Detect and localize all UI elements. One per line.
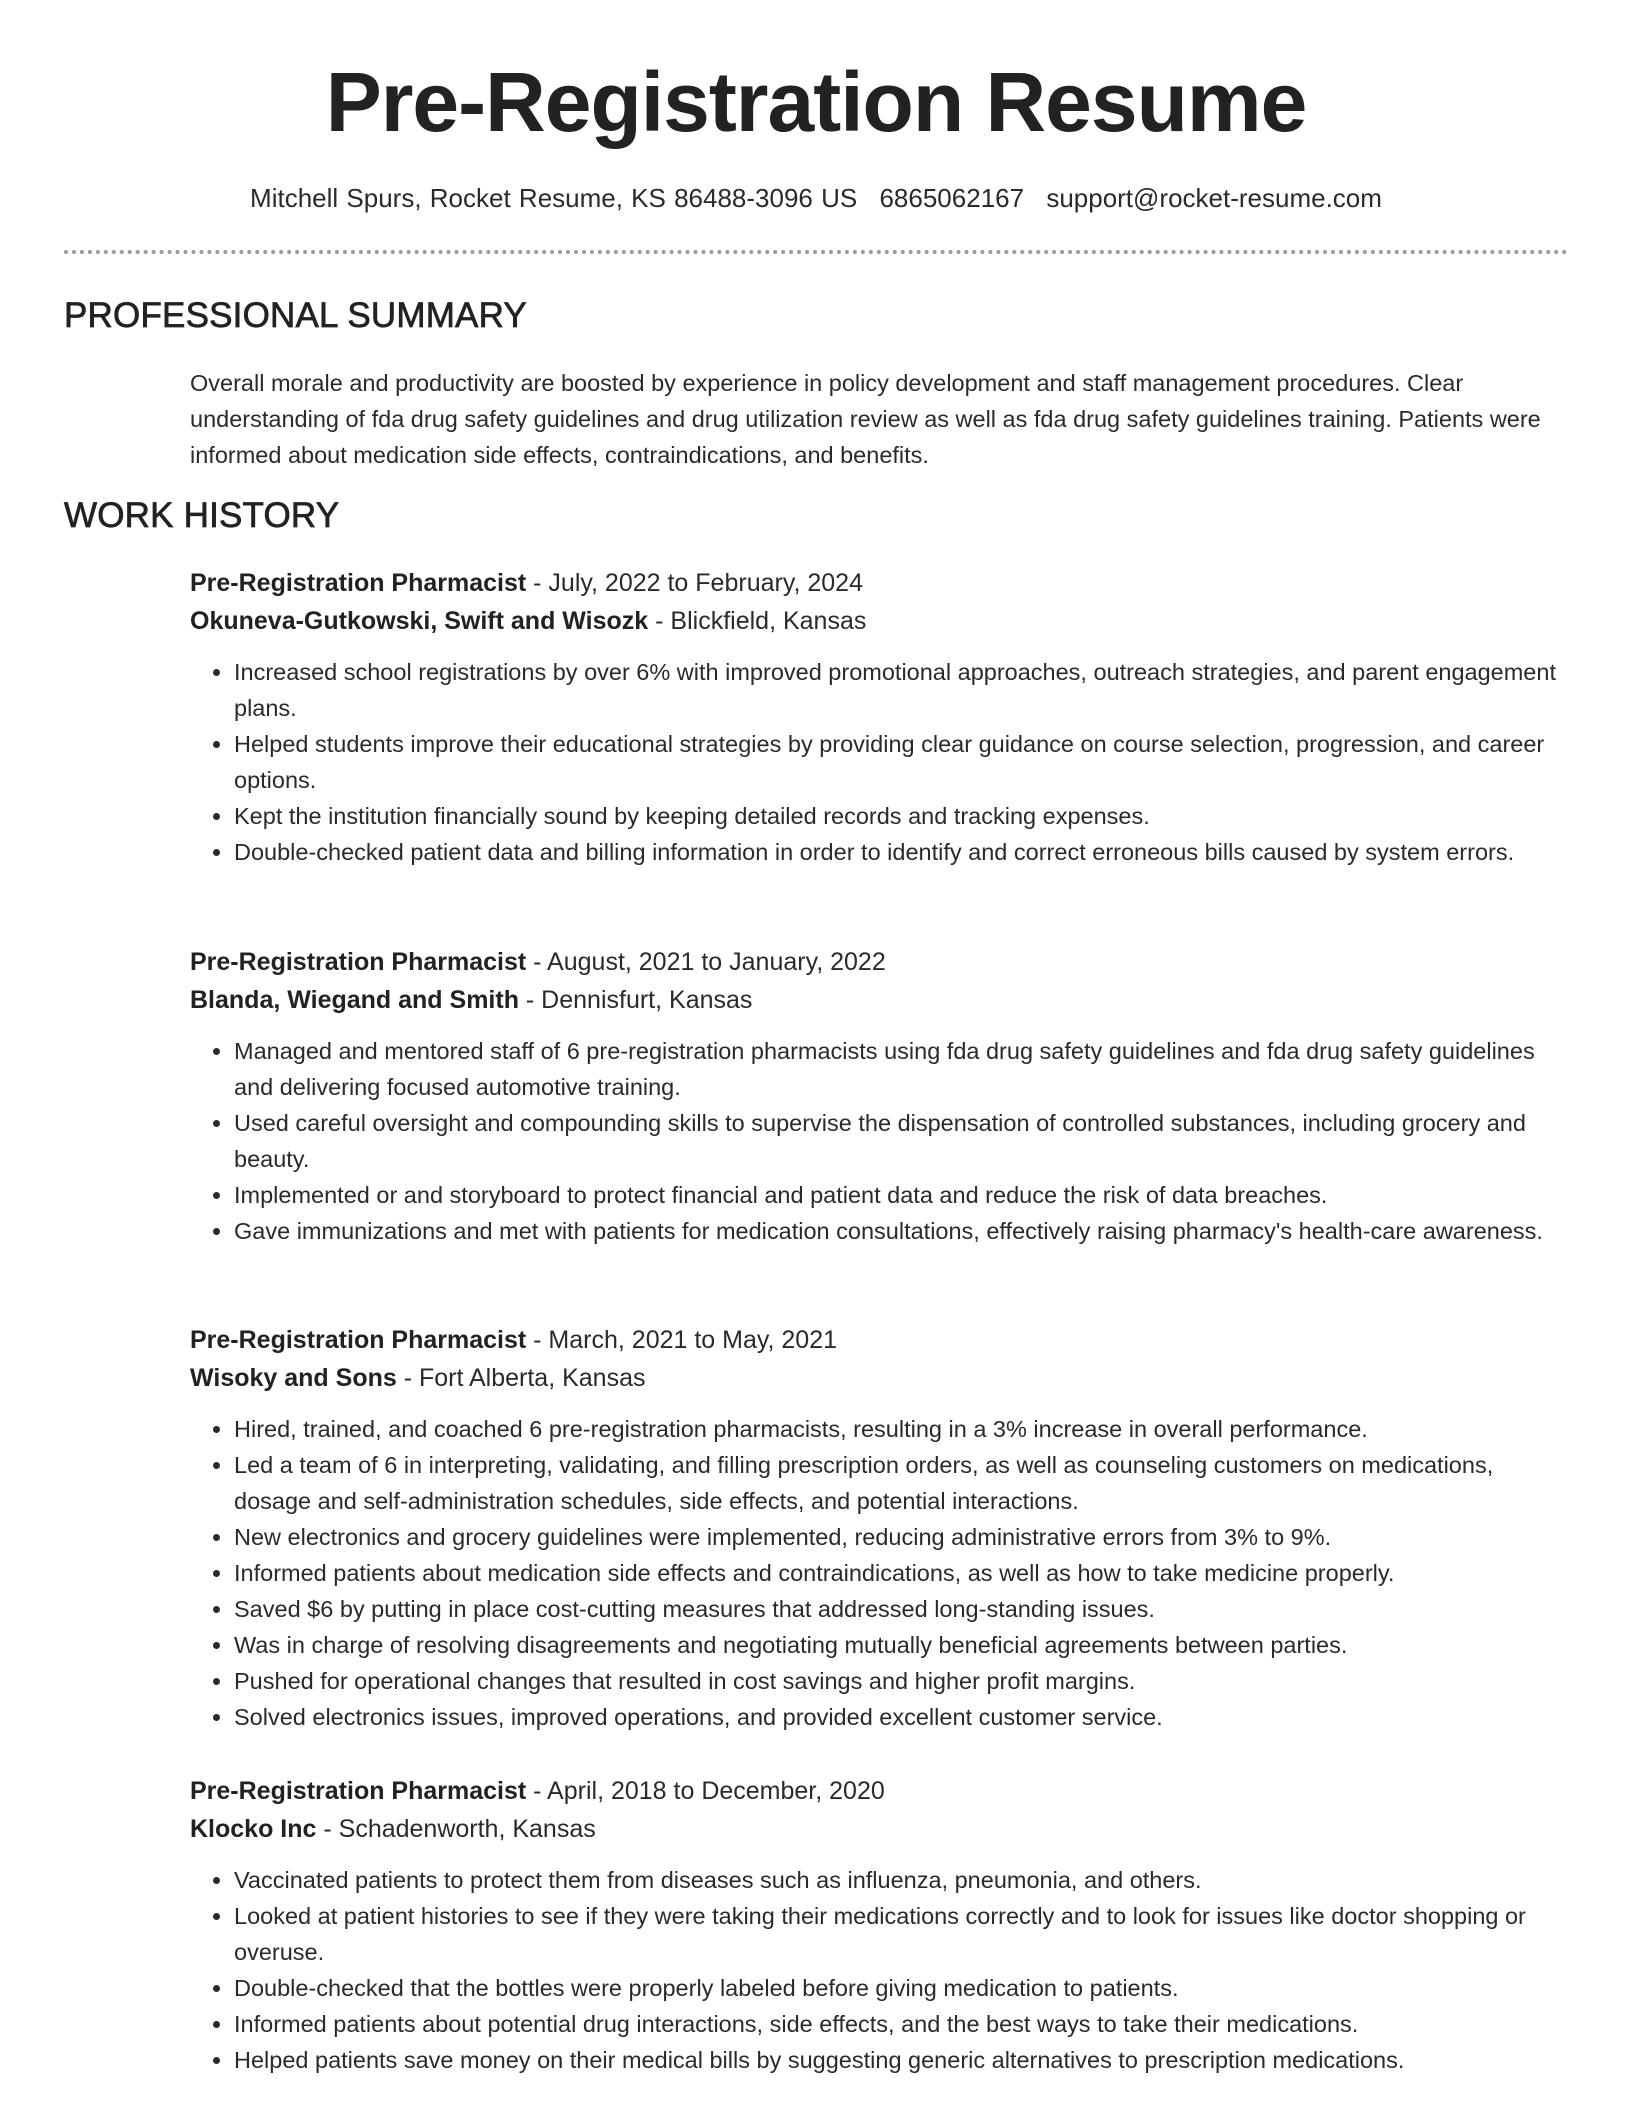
job-bullet: • Gave immunizations and met with patients for medication consultations, effectively raising pharmacy's health-care awareness. [234,1213,1570,1249]
header-divider [64,250,1568,254]
job-bullet: • Implemented or and storyboard to protect financial and patient data and reduce the risk of data breaches. [234,1177,1570,1213]
contact-phone: 6865062167 [879,183,1025,213]
job-company: Blanda, Wiegand and Smith [190,986,519,1014]
work-history-heading: WORK HISTORY [64,496,340,535]
job-bullet: • Helped students improve their educational strategies by providing clear guidance on course selection, progression, and career options. [234,726,1570,798]
job-title: Pre-Registration Pharmacist [190,1777,527,1805]
job-bullets [190,654,1570,870]
job-company-line [190,1810,1570,1848]
job-bullet: • Increased school registrations by over 6% with improved promotional approaches, outreach strategies, and parent engagement plans. [234,654,1570,726]
job-company-line [190,602,1570,640]
job-bullet: • Double-checked that the bottles were properly labeled before giving medication to patients. [234,1970,1570,2006]
job-bullets [190,1033,1570,1249]
job-company: Klocko Inc [190,1815,317,1843]
contact-line [0,181,1632,215]
summary-heading: PROFESSIONAL SUMMARY [64,296,527,335]
job-entry [190,1772,1570,2078]
job-bullet: • New electronics and grocery guidelines were implemented, reducing administrative errors from 3% to 9%. [234,1519,1570,1555]
job-title-line [190,1321,1570,1359]
job-location: - Dennisfurt, Kansas [518,986,753,1014]
job-bullets [190,1862,1570,2078]
summary-text: Overall morale and productivity are boosted by experience in policy development and staff management procedures. Clear understanding of fda drug safety guidelines and drug utilization review as well as fda drug safety guidelines training. Patients were informed about medication side effects, contraindications, and benefits. [190,370,1541,468]
contact-address: Mitchell Spurs, Rocket Resume, KS 86488-3096 US [250,183,858,213]
job-entry [190,564,1570,870]
job-dates: - August, 2021 to January, 2022 [526,948,886,976]
job-location: - Fort Alberta, Kansas [396,1364,646,1392]
job-company-line [190,1359,1570,1397]
job-company: Okuneva-Gutkowski, Swift and Wisozk [190,607,649,635]
job-bullet: • Saved $6 by putting in place cost-cutting measures that addressed long-standing issues. [234,1591,1570,1627]
contact-email: support@rocket-resume.com [1046,183,1382,213]
job-title-line [190,1772,1570,1810]
job-company: Wisoky and Sons [190,1364,397,1392]
job-bullet: • Informed patients about medication side effects and contraindications, as well as how to take medicine properly. [234,1555,1570,1591]
job-bullet: • Solved electronics issues, improved operations, and provided excellent customer service. [234,1699,1570,1735]
job-bullet: • Led a team of 6 in interpreting, validating, and filling prescription orders, as well as counseling customers on medications, dosage and self-administration schedules, side effects, and potential interactions. [234,1447,1570,1519]
job-title: Pre-Registration Pharmacist [190,1326,527,1354]
job-dates: - March, 2021 to May, 2021 [526,1326,838,1354]
job-bullet: • Vaccinated patients to protect them from diseases such as influenza, pneumonia, and others. [234,1862,1570,1898]
job-title: Pre-Registration Pharmacist [190,569,527,597]
job-title-line [190,564,1570,602]
job-bullet: • Used careful oversight and compounding skills to supervise the dispensation of controlled substances, including grocery and beauty. [234,1105,1570,1177]
job-bullet: • Pushed for operational changes that resulted in cost savings and higher profit margins. [234,1663,1570,1699]
job-bullet: • Hired, trained, and coached 6 pre-registration pharmacists, resulting in a 3% increase in overall performance. [234,1411,1570,1447]
job-bullet: • Informed patients about potential drug interactions, side effects, and the best ways to take their medications. [234,2006,1570,2042]
job-bullet: • Helped patients save money on their medical bills by suggesting generic alternatives to prescription medications. [234,2042,1570,2078]
job-company-line [190,981,1570,1019]
job-bullet: • Was in charge of resolving disagreements and negotiating mutually beneficial agreements between parties. [234,1627,1570,1663]
job-dates: - July, 2022 to February, 2024 [526,569,863,597]
job-title: Pre-Registration Pharmacist [190,948,527,976]
job-bullet: • Double-checked patient data and billing information in order to identify and correct erroneous bills caused by system errors. [234,834,1570,870]
job-location: - Blickfield, Kansas [648,607,867,635]
job-bullet: • Managed and mentored staff of 6 pre-registration pharmacists using fda drug safety guidelines and fda drug safety guidelines and delivering focused automotive training. [234,1033,1570,1105]
job-title-line [190,943,1570,981]
page-title: Pre-Registration Resume [325,55,1307,149]
job-entry [190,943,1570,1249]
job-entry [190,1321,1570,1735]
job-bullets [190,1411,1570,1735]
job-dates: - April, 2018 to December, 2020 [526,1777,885,1805]
job-bullet: • Kept the institution financially sound by keeping detailed records and tracking expenses. [234,798,1570,834]
job-location: - Schadenworth, Kansas [316,1815,596,1843]
job-bullet: • Looked at patient histories to see if they were taking their medications correctly and to look for issues like doctor shopping or overuse. [234,1898,1570,1970]
